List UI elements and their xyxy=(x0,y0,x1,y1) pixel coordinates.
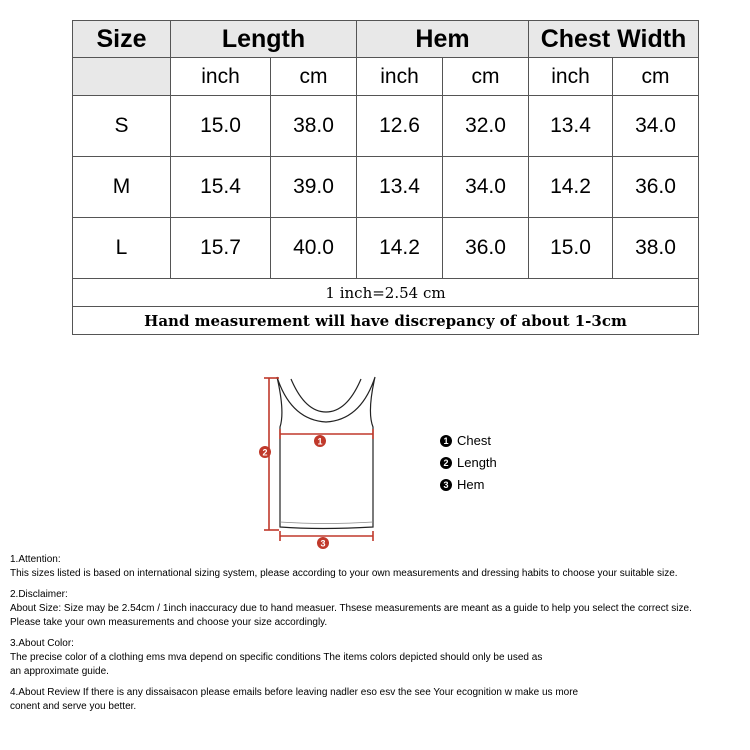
marker-2-label: 2 xyxy=(262,447,268,458)
unit-cell: cm xyxy=(443,58,529,96)
legend-label: Length xyxy=(457,455,497,470)
size-chart-table xyxy=(72,20,699,335)
header-size: Size xyxy=(73,21,171,58)
value-cell: 14.2 xyxy=(357,218,443,279)
note-attention xyxy=(10,553,745,581)
value-cell: 32.0 xyxy=(443,96,529,157)
discrepancy-row xyxy=(73,307,699,335)
units-row xyxy=(73,58,699,96)
note-review xyxy=(10,686,745,714)
unit-cell: inch xyxy=(171,58,271,96)
note-text: This sizes listed is based on international sizing system, please according to your own measurements and dressing habits to choose your suitable size. xyxy=(10,568,678,579)
value-cell: 13.4 xyxy=(529,96,613,157)
value-cell: 15.7 xyxy=(171,218,271,279)
note-text: About Size: Size may be 2.54cm / 1inch inaccuracy due to hand measuer. Thsese measurements are meant as a guide to help you select the correct size. xyxy=(10,603,692,614)
header-hem: Hem xyxy=(357,21,529,58)
value-cell: 36.0 xyxy=(613,157,699,218)
table-header-row xyxy=(73,21,699,58)
value-cell: 15.4 xyxy=(171,157,271,218)
unit-cell: cm xyxy=(271,58,357,96)
table-row xyxy=(73,157,699,218)
value-cell: 36.0 xyxy=(443,218,529,279)
unit-cell: inch xyxy=(357,58,443,96)
tank-top-outline xyxy=(277,377,375,529)
note-text: an approximate guide. xyxy=(10,666,109,677)
unit-cell: inch xyxy=(529,58,613,96)
legend-item-hem xyxy=(440,474,497,496)
unit-cell: cm xyxy=(613,58,699,96)
value-cell: 40.0 xyxy=(271,218,357,279)
note-color xyxy=(10,637,745,679)
header-length: Length xyxy=(171,21,357,58)
size-cell: L xyxy=(73,218,171,279)
header-chest-width: Chest Width xyxy=(529,21,699,58)
value-cell: 15.0 xyxy=(529,218,613,279)
table-row xyxy=(73,218,699,279)
tank-top-neck-trim xyxy=(291,379,361,412)
units-blank-cell xyxy=(73,58,171,96)
note-text: The precise color of a clothing ems mva depend on specific conditions The items colors depicted should only be used as xyxy=(10,652,543,663)
legend-item-length xyxy=(440,452,497,474)
note-title: 3.About Color: xyxy=(10,638,74,649)
legend-number: 1 xyxy=(440,435,452,447)
conversion-row xyxy=(73,279,699,307)
conversion-note: 1 inch=2.54 cm xyxy=(73,279,699,307)
discrepancy-note: Hand measurement will have discrepancy of about 1-3cm xyxy=(73,307,699,335)
notes-section xyxy=(10,553,745,721)
legend-item-chest xyxy=(440,430,497,452)
table-row xyxy=(73,96,699,157)
value-cell: 38.0 xyxy=(613,218,699,279)
size-cell: M xyxy=(73,157,171,218)
legend-number: 2 xyxy=(440,457,452,469)
measurement-legend xyxy=(440,430,497,496)
marker-1-label: 1 xyxy=(317,436,323,447)
value-cell: 15.0 xyxy=(171,96,271,157)
note-title: 2.Disclaimer: xyxy=(10,589,68,600)
value-cell: 13.4 xyxy=(357,157,443,218)
note-disclaimer xyxy=(10,588,745,630)
value-cell: 34.0 xyxy=(443,157,529,218)
value-cell: 14.2 xyxy=(529,157,613,218)
tank-top-diagram xyxy=(255,372,390,552)
value-cell: 38.0 xyxy=(271,96,357,157)
note-text: conent and serve you better. xyxy=(10,701,137,712)
legend-number: 3 xyxy=(440,479,452,491)
note-text: 4.About Review If there is any dissaisacon please emails before leaving nadler eso esv the see Your ecognition w make us more xyxy=(10,687,579,698)
note-text: Please take your own measurements and choose your size accordingly. xyxy=(10,617,328,628)
value-cell: 12.6 xyxy=(357,96,443,157)
legend-label: Hem xyxy=(457,477,485,492)
value-cell: 34.0 xyxy=(613,96,699,157)
legend-label: Chest xyxy=(457,433,491,448)
note-title: 1.Attention: xyxy=(10,554,61,565)
value-cell: 39.0 xyxy=(271,157,357,218)
size-cell: S xyxy=(73,96,171,157)
marker-3-label: 3 xyxy=(320,538,326,549)
